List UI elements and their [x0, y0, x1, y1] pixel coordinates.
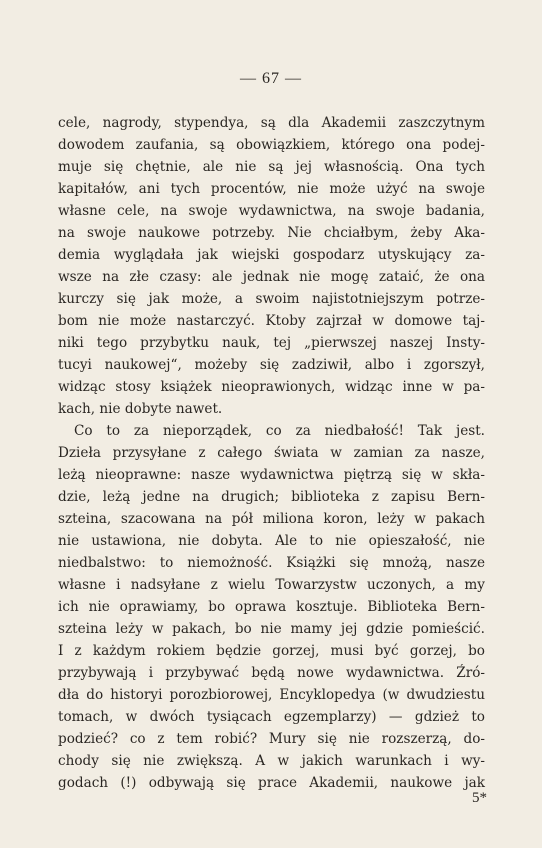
- text-line: wsze na złe czasy: ale jednak nie mogę zataić, że ona: [58, 269, 485, 285]
- text-line: cele, nagrody, stypendya, są dla Akademii zaszczytnym: [58, 115, 485, 131]
- text-line: Dzieła przysyłane z całego świata w zamian za nasze,: [58, 445, 485, 461]
- text-line: I z każdym rokiem będzie gorzej, musi być gorzej, bo: [58, 643, 485, 659]
- text-line: chody się nie zwiększą. A w jakich warunkach i wy-: [58, 753, 485, 769]
- text-line: własne cele, na swoje wydawnictwa, na swoje badania,: [58, 203, 485, 219]
- text-line: widząc stosy książek nieoprawionych, widząc inne w pa-: [58, 379, 485, 395]
- text-line: szteina, szacowana na pół miliona koron, leży w pakach: [58, 511, 485, 527]
- text-line: bom nie może nastarczyć. Ktoby zajrzał w domowe taj-: [58, 313, 485, 329]
- text-line: dzie, leżą jedne na drugich; biblioteka z zapisu Bern-: [58, 489, 485, 505]
- text-line: niedbalstwo: to niemożność. Książki się mnożą, nasze: [58, 555, 485, 571]
- body-text: [58, 112, 485, 794]
- text-line: niki tego przybytku nauk, tej „pierwszej naszej Insty-: [58, 335, 485, 351]
- text-line: własne i nadsyłane z wielu Towarzystw uczonych, a my: [58, 577, 485, 593]
- text-line: na swoje naukowe potrzeby. Nie chciałbym, żeby Aka-: [58, 225, 485, 241]
- text-line: dowodem zaufania, są obowiązkiem, którego ona podej-: [58, 137, 485, 153]
- text-line: ich nie oprawiamy, bo oprawa kosztuje. Biblioteka Bern-: [58, 599, 485, 615]
- text-line: szteina leży w pakach, bo nie mamy jej gdzie pomieścić.: [58, 621, 485, 637]
- text-line: tucyi naukowej“, możeby się zadziwił, albo i zgorszył,: [58, 357, 485, 373]
- text-line: tomach, w dwóch tysiącach egzemplarzy) — gdzież to: [58, 709, 485, 725]
- text-line: przybywają i przybywać będą nowe wydawnictwa. Źró-: [58, 665, 485, 681]
- text-line: leżą nieoprawne: nasze wydawnictwa piętrzą się w skła-: [58, 467, 485, 483]
- text-line: kurczy się jak może, a swoim najistotniejszym potrze-: [58, 291, 485, 307]
- page-number: — 67 —: [240, 70, 302, 87]
- text-line: dła do historyi porozbiorowej, Encyklopedya (w dwudziestu: [58, 687, 485, 703]
- text-line: demia wyglądała jak wiejski gospodarz utyskujący za-: [58, 247, 485, 263]
- text-line: muje się chętnie, ale nie są jej własnością. Ona tych: [58, 159, 485, 175]
- text-line: Co to za nieporządek, co za niedbałość! Tak jest.: [74, 423, 485, 439]
- text-line: kach, nie dobyte nawet.: [58, 401, 223, 417]
- signature-mark: 5*: [472, 790, 487, 806]
- text-line: nie ustawiona, nie dobyta. Ale to nie opieszałość, nie: [58, 533, 485, 549]
- text-line: godach (!) odbywają się prace Akademii, naukowe jak: [58, 775, 485, 791]
- text-line: podzieć? co z tem robić? Mury się nie rozszerzą, do-: [58, 731, 485, 747]
- text-line: kapitałów, ani tych procentów, nie może użyć na swoje: [58, 181, 485, 197]
